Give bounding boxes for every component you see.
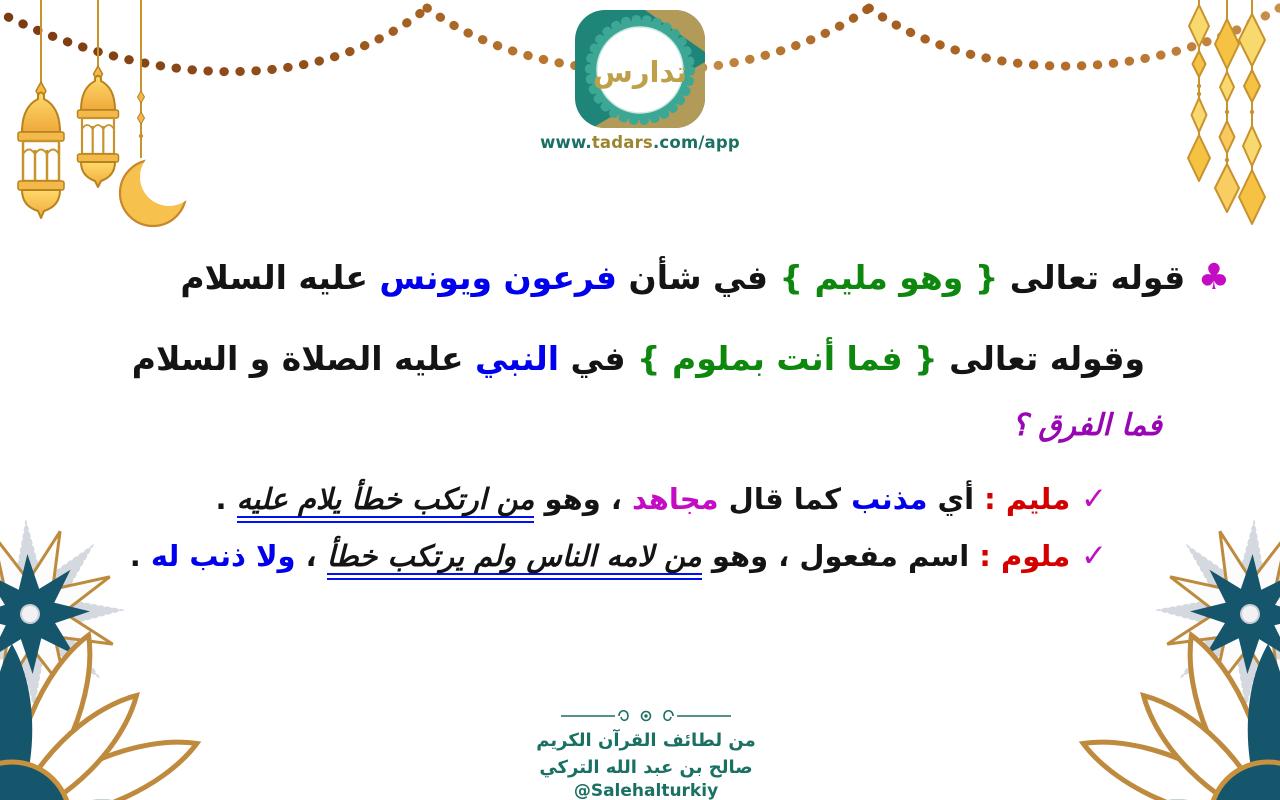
quote-line-mulim bbox=[180, 254, 1230, 303]
definition-line-maloom bbox=[130, 536, 1107, 578]
text-segment: اسم مفعول ، وهو bbox=[701, 539, 970, 573]
logo-calligraphy: تدارس bbox=[592, 55, 688, 89]
text-segment: عليه السلام bbox=[180, 258, 368, 297]
text-segment: في bbox=[559, 339, 626, 378]
footer-divider-ornament bbox=[561, 706, 731, 726]
definition-line-mulim bbox=[216, 479, 1107, 521]
club-icon: ♣ bbox=[1185, 257, 1230, 298]
question-text: فما الفرق ؟ bbox=[1011, 408, 1162, 443]
underlined-definition: من ارتكب خطأ يلام عليه bbox=[237, 482, 535, 523]
question-line bbox=[1012, 406, 1162, 447]
footer-social-handle: @Salehalturkiy bbox=[573, 781, 719, 800]
text-segment: ، bbox=[295, 539, 327, 573]
highlight-word: مذنب bbox=[841, 482, 928, 516]
text-segment: عليه الصلاة و السلام bbox=[131, 339, 464, 378]
term-word: ملوم : bbox=[969, 539, 1071, 573]
footer-author-name: صالح بن عبد الله التركي bbox=[539, 757, 753, 778]
url-rest: .com/app bbox=[652, 133, 740, 152]
check-icon: ✓ bbox=[1070, 481, 1107, 517]
text-segment: كما قال bbox=[718, 482, 842, 516]
highlight-names: فرعون ويونس bbox=[367, 258, 618, 297]
quote-line-maloom bbox=[132, 337, 1145, 382]
highlight-word: مجاهد bbox=[621, 482, 719, 516]
text-segment: قوله تعالى bbox=[998, 258, 1186, 297]
text-segment: أي bbox=[927, 482, 975, 516]
underlined-definition: من لامه الناس ولم يرتكب خطأ bbox=[327, 539, 702, 580]
highlight-phrase: ولا ذنب له bbox=[150, 539, 296, 573]
text-segment: وقوله تعالى bbox=[937, 339, 1145, 378]
footer bbox=[486, 706, 806, 800]
text-segment: ، وهو bbox=[534, 482, 622, 516]
text-segment: . bbox=[129, 539, 151, 573]
highlight-name: النبي bbox=[463, 339, 560, 378]
term-word: مليم : bbox=[974, 482, 1071, 516]
url-name: tadars bbox=[591, 133, 653, 152]
quran-quote: { فما أنت بملوم } bbox=[625, 339, 938, 378]
text-segment: . bbox=[215, 482, 237, 516]
url-www: www. bbox=[540, 133, 592, 152]
text-segment: في شأن bbox=[617, 258, 769, 297]
check-icon: ✓ bbox=[1070, 538, 1107, 574]
site-url bbox=[500, 133, 780, 152]
quran-quote: { وهو مليم } bbox=[768, 258, 999, 297]
footer-series-title: من لطائف القرآن الكريم bbox=[536, 730, 756, 751]
